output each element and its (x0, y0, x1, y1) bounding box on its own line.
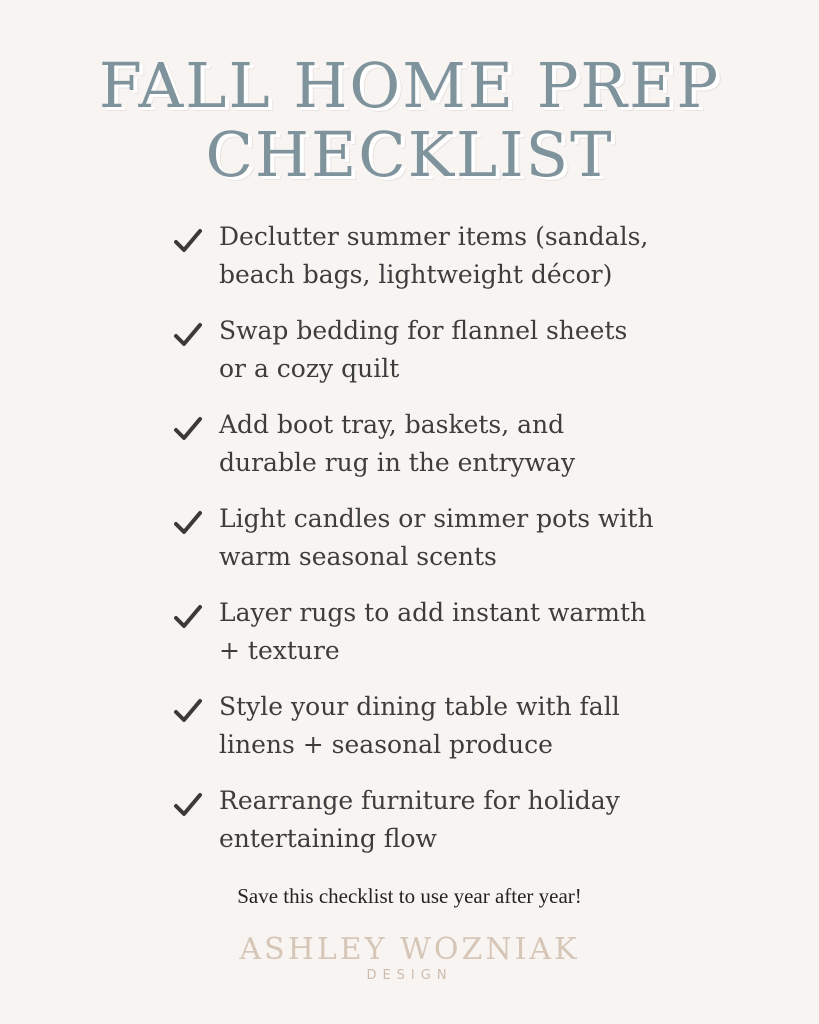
checkmark-icon (173, 416, 203, 442)
checklist-item (171, 218, 671, 294)
checklist-item-line-1: Rearrange furniture for holiday (219, 786, 620, 815)
checklist-item-line-2: linens + seasonal produce (219, 730, 553, 759)
checklist-item (171, 500, 671, 576)
checkmark-icon (173, 228, 203, 254)
title-line-1: FALL HOME PREP (98, 49, 721, 122)
checklist-item (171, 406, 671, 482)
checkmark-icon (173, 604, 203, 630)
title-line-2: CHECKLIST (205, 118, 614, 191)
checklist-item-line-1: Layer rugs to add instant warmth (219, 598, 647, 627)
checklist-item-line-2: beach bags, lightweight décor) (219, 260, 613, 289)
checkmark-icon (173, 698, 203, 724)
checklist-item-line-2: durable rug in the entryway (219, 448, 576, 477)
checklist-item-line-2: entertaining flow (219, 824, 437, 853)
checkmark-icon (173, 510, 203, 536)
save-note: Save this checklist to use year after year! (237, 884, 582, 908)
checklist-item (171, 782, 671, 858)
checklist-item-line-1: Swap bedding for flannel sheets (219, 316, 628, 345)
checklist-item-line-1: Style your dining table with fall (219, 692, 620, 721)
checklist-item (171, 312, 671, 388)
checklist (171, 218, 671, 876)
checklist-item-line-2: or a cozy quilt (219, 354, 400, 383)
checklist-item (171, 594, 671, 670)
checkmark-icon (173, 322, 203, 348)
checklist-item-line-1: Light candles or simmer pots with (219, 504, 654, 533)
brand-logo-subtitle: DESIGN (366, 968, 453, 983)
checklist-item (171, 688, 671, 764)
checklist-item-line-2: warm seasonal scents (219, 542, 497, 571)
checklist-item-line-1: Declutter summer items (sandals, (219, 222, 649, 251)
checklist-item-line-2: + texture (219, 636, 340, 665)
checklist-item-line-1: Add boot tray, baskets, and (219, 410, 565, 439)
brand-logo-name: ASHLEY WOZNIAK (239, 932, 580, 967)
checkmark-icon (173, 792, 203, 818)
